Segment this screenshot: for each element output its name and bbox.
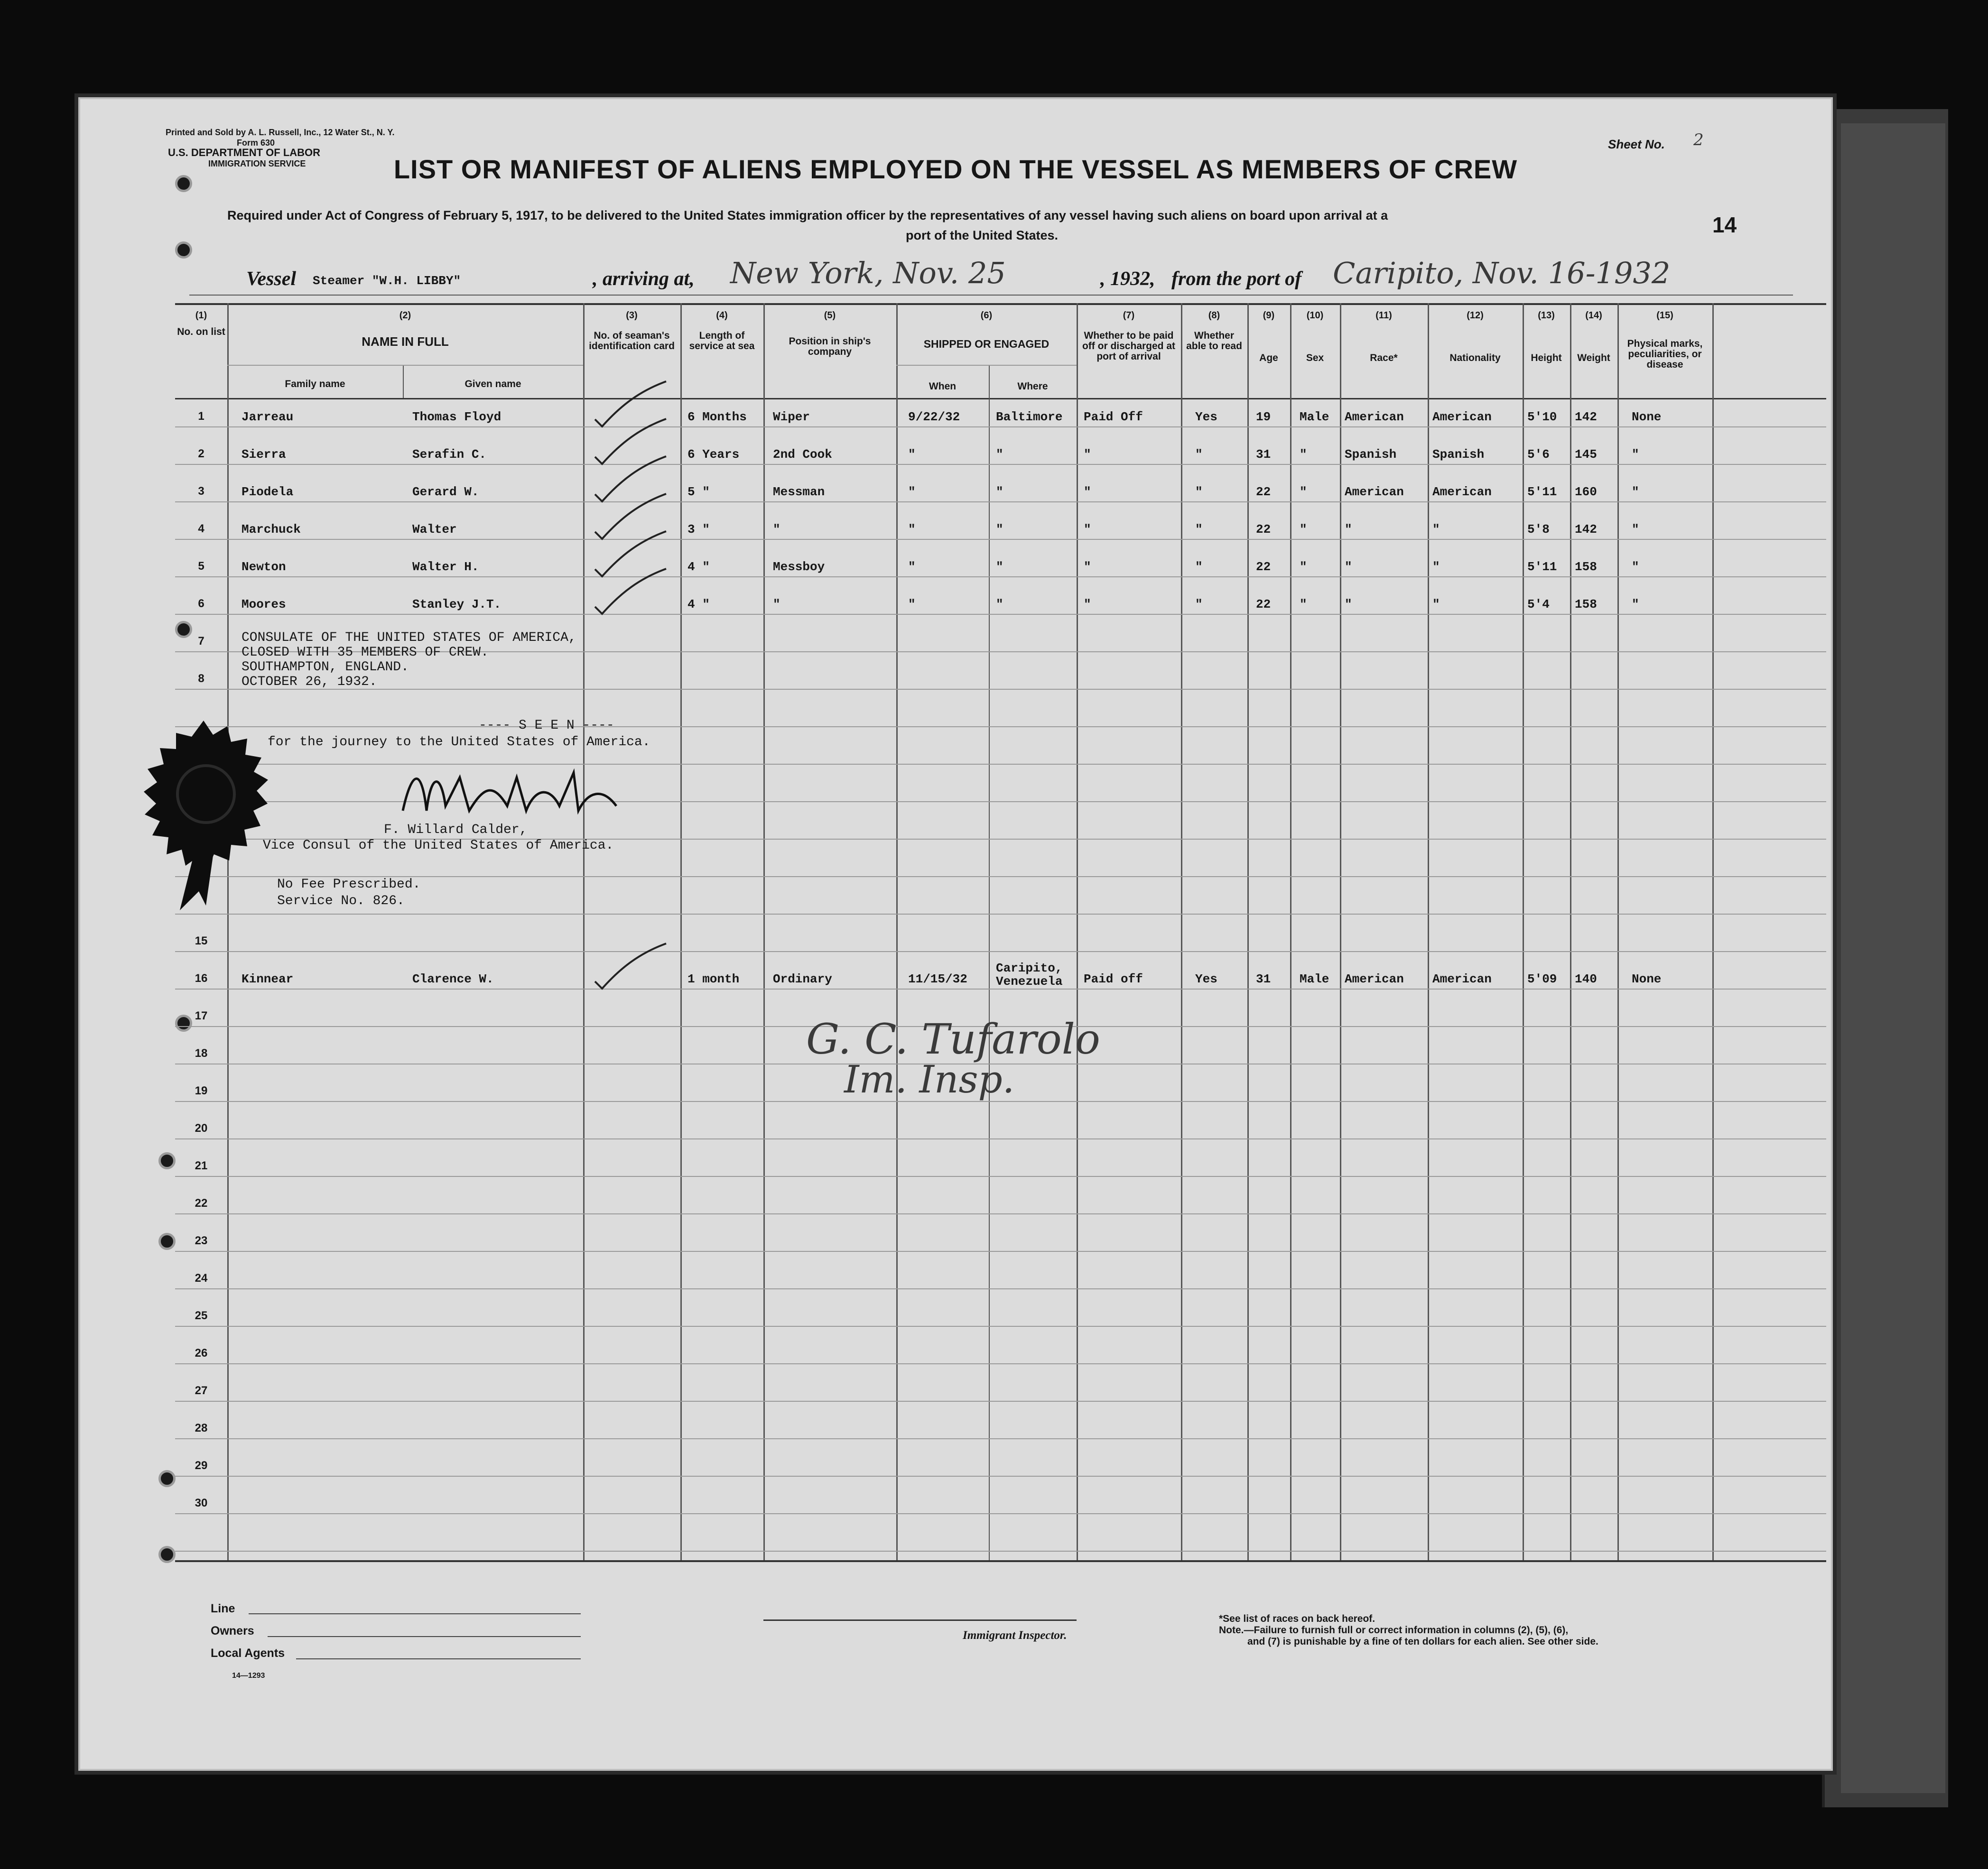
row-number: 7 [198, 635, 204, 648]
row-rule [175, 989, 1826, 990]
inspector-label: Immigrant Inspector. [963, 1629, 1067, 1642]
cell-when: " [908, 522, 916, 537]
column-divider [1181, 303, 1182, 1560]
cell-paid: Paid Off [1084, 410, 1143, 424]
row-number: 28 [195, 1422, 208, 1434]
row-rule [175, 1513, 1826, 1514]
cell-age: 19 [1256, 410, 1271, 424]
wax-seal-icon [123, 716, 284, 915]
cell-read: " [1195, 560, 1203, 574]
col-header-nationality: Nationality [1449, 352, 1501, 363]
row-number: 5 [198, 560, 204, 573]
cell-race: " [1345, 522, 1352, 537]
printer-credit: Printed and Sold by A. L. Russell, Inc., 12 Water St., N. Y. [166, 128, 395, 137]
cell-where: " [996, 485, 1003, 499]
consul-title: Vice Consul of the United States of America. [263, 838, 614, 853]
row-number: 3 [198, 485, 204, 498]
punch-hole [158, 1233, 176, 1250]
cell-age: 22 [1256, 522, 1271, 537]
row-number: 30 [195, 1497, 208, 1509]
arrival-year: , 1932, [1100, 268, 1155, 290]
cell-height: 5'11 [1527, 485, 1557, 499]
col-num-4: (4) [716, 310, 728, 321]
col-num-2: (2) [399, 310, 411, 321]
agents-field [296, 1658, 581, 1659]
cell-position: Wiper [773, 410, 810, 424]
inspector-title-handwritten: Im. Insp. [844, 1057, 1015, 1101]
cell-race: American [1345, 485, 1404, 499]
column-divider [680, 303, 682, 1560]
service: IMMIGRATION SERVICE [208, 159, 306, 168]
cell-where: Caripito, Venezuela [996, 961, 1063, 989]
col-num-7: (7) [1123, 310, 1135, 321]
col-header-marks: Physical marks, peculiarities, or disease [1627, 338, 1703, 370]
cell-weight: 142 [1575, 522, 1597, 537]
seen-stamp: ---- S E E N ---- [479, 718, 614, 733]
cell-marks: " [1632, 522, 1639, 537]
cell-family: Newton [242, 560, 286, 574]
row-number: 26 [195, 1347, 208, 1360]
cell-height: 5'8 [1527, 522, 1550, 537]
row-number: 20 [195, 1122, 208, 1135]
page-title: LIST OR MANIFEST OF ALIENS EMPLOYED ON THE VESSEL AS MEMBERS OF CREW [393, 154, 1518, 184]
cell-paid: " [1084, 485, 1091, 499]
line-field [249, 1613, 581, 1614]
col-header-height: Height [1531, 352, 1562, 363]
cell-where: " [996, 522, 1003, 537]
row-number: 1 [198, 410, 204, 423]
consul-signature [393, 759, 640, 830]
consulate-line1: CONSULATE OF THE UNITED STATES OF AMERICA, [242, 630, 576, 645]
cell-nationality: " [1432, 522, 1440, 537]
row-rule [175, 1251, 1826, 1252]
cell-given: Clarence W. [412, 972, 494, 986]
fee-note: No Fee Prescribed. [277, 877, 421, 892]
cell-sex: " [1300, 485, 1307, 499]
column-divider [1290, 303, 1291, 1560]
cell-weight: 158 [1575, 560, 1597, 574]
owners-field [268, 1636, 581, 1637]
subtitle-line2: port of the United States. [906, 228, 1059, 242]
cell-given: Walter [412, 522, 457, 537]
cell-marks: None [1632, 972, 1662, 986]
cell-when: " [908, 597, 916, 611]
punch-hole [158, 1546, 176, 1563]
col-header-weight: Weight [1577, 352, 1610, 363]
cell-sex: " [1300, 522, 1307, 537]
cell-sex: " [1300, 560, 1307, 574]
row-number: 17 [195, 1009, 208, 1022]
cell-given: Thomas Floyd [412, 410, 502, 424]
cell-nationality: " [1432, 560, 1440, 574]
cell-paid: " [1084, 560, 1091, 574]
col-header-when: When [929, 381, 957, 392]
cell-family: Sierra [242, 447, 286, 462]
col-header-given: Given name [464, 379, 521, 389]
column-divider [1523, 303, 1524, 1560]
cell-race: Spanish [1345, 447, 1397, 462]
row-rule [175, 1401, 1826, 1402]
cell-family: Moores [242, 597, 286, 611]
cell-paid: Paid off [1084, 972, 1143, 986]
cell-age: 22 [1256, 485, 1271, 499]
row-rule [175, 914, 1826, 915]
cell-when: 11/15/32 [908, 972, 967, 986]
cell-marks: None [1632, 410, 1662, 424]
row-rule [175, 1288, 1826, 1289]
cell-height: 5'11 [1527, 560, 1557, 574]
manifest-sheet [78, 97, 1833, 1771]
checkmark-icon [583, 564, 673, 616]
col-num-1: (1) [195, 310, 207, 321]
col-num-6: (6) [980, 310, 993, 321]
cell-race: American [1345, 972, 1404, 986]
cell-sex: " [1300, 447, 1307, 462]
cell-service: 4 " [687, 597, 710, 611]
cell-service: 4 " [687, 560, 710, 574]
cell-sex: " [1300, 597, 1307, 611]
row-rule [175, 426, 1826, 427]
col-num-5: (5) [824, 310, 836, 321]
inspector-signature: G. C. Tufarolo [806, 1015, 1100, 1064]
row-rule [175, 501, 1826, 502]
row-number: 21 [195, 1159, 208, 1172]
column-divider [896, 303, 898, 1560]
cell-when: " [908, 560, 916, 574]
table-bottom-border [175, 1560, 1826, 1562]
row-rule [175, 1138, 1826, 1139]
cell-when: 9/22/32 [908, 410, 960, 424]
cell-service: 6 Months [687, 410, 747, 424]
row-rule [175, 1438, 1826, 1439]
col-header-age: Age [1259, 352, 1278, 363]
col-header-paid: Whether to be paid off or discharged at port of arrival [1082, 330, 1176, 362]
row-number: 4 [198, 522, 204, 535]
name-subheader-line [227, 365, 583, 366]
col-num-9: (9) [1263, 310, 1275, 321]
from-port-label: from the port of [1171, 268, 1302, 290]
cell-weight: 145 [1575, 447, 1597, 462]
consul-name: F. Willard Calder, [384, 823, 528, 837]
column-divider [763, 303, 765, 1560]
cell-age: 22 [1256, 597, 1271, 611]
cell-given: Stanley J.T. [412, 597, 502, 611]
column-divider [989, 365, 990, 1560]
cell-age: 22 [1256, 560, 1271, 574]
column-divider [1247, 303, 1249, 1560]
col-header-no: No. on list [177, 326, 225, 337]
penalty-note-2: and (7) is punishable by a fine of ten dollars for each alien. See other side. [1247, 1636, 1598, 1647]
consulate-line2: CLOSED WITH 35 MEMBERS OF CREW. [242, 645, 489, 660]
table-header-border [175, 398, 1826, 399]
cell-age: 31 [1256, 972, 1271, 986]
cell-height: 5'4 [1527, 597, 1550, 611]
binder-edge-inner [1841, 123, 1945, 1793]
punch-hole [175, 241, 192, 259]
col-header-shipped: SHIPPED OR ENGAGED [923, 338, 1050, 350]
cell-family: Jarreau [242, 410, 294, 424]
column-divider [1428, 303, 1429, 1560]
cell-read: Yes [1195, 410, 1217, 424]
column-divider [1617, 303, 1619, 1560]
service-number: Service No. 826. [277, 894, 405, 908]
agents-label: Local Agents [211, 1647, 285, 1660]
cell-marks: " [1632, 447, 1639, 462]
arriving-label: , arriving at, [593, 268, 695, 290]
col-num-10: (10) [1306, 310, 1324, 321]
col-header-position: Position in ship's company [789, 336, 871, 357]
sheet-label: Sheet No. [1608, 137, 1665, 151]
cell-service: 5 " [687, 485, 710, 499]
sheet-number: 2 [1693, 130, 1704, 149]
cell-read: Yes [1195, 972, 1217, 986]
cell-nationality: " [1432, 597, 1440, 611]
col-header-name: NAME IN FULL [362, 334, 449, 349]
cell-when: " [908, 447, 916, 462]
row-rule [175, 1213, 1826, 1214]
consulate-line4: OCTOBER 26, 1932. [242, 675, 377, 689]
cell-family: Piodela [242, 485, 294, 499]
arriving-port: New York, Nov. 25 [730, 256, 1006, 290]
row-number: 19 [195, 1084, 208, 1097]
cell-where: " [996, 447, 1003, 462]
row-number: 29 [195, 1459, 208, 1472]
department: U.S. DEPARTMENT OF LABOR [168, 147, 321, 158]
form-number: Form 630 [237, 138, 275, 148]
row-rule [175, 1176, 1826, 1177]
col-num-3: (3) [626, 310, 638, 321]
row-number: 22 [195, 1197, 208, 1210]
row-rule [175, 1326, 1826, 1327]
col-header-read: Whether able to read [1186, 330, 1242, 352]
column-divider [227, 303, 229, 1560]
line-label: Line [211, 1602, 235, 1615]
row-rule [175, 576, 1826, 577]
row-number: 23 [195, 1234, 208, 1247]
column-divider [1712, 303, 1714, 1560]
col-num-15: (15) [1656, 310, 1673, 321]
cell-weight: 142 [1575, 410, 1597, 424]
row-rule [175, 614, 1826, 615]
punch-hole [158, 1152, 176, 1169]
row-number: 8 [198, 672, 204, 685]
cell-position: Messboy [773, 560, 825, 574]
cell-read: " [1195, 485, 1203, 499]
cell-nationality: American [1432, 410, 1492, 424]
vessel-label: Vessel [246, 268, 296, 290]
col-header-race: Race* [1370, 352, 1398, 363]
page-number: 14 [1712, 213, 1737, 237]
owners-label: Owners [211, 1624, 254, 1638]
cell-given: Walter H. [412, 560, 479, 574]
column-divider [1077, 303, 1078, 1560]
row-rule [175, 1363, 1826, 1364]
cell-family: Marchuck [242, 522, 301, 537]
row-rule [175, 876, 1826, 877]
col-num-11: (11) [1375, 310, 1392, 321]
cell-nationality: American [1432, 972, 1492, 986]
row-number: 27 [195, 1384, 208, 1397]
race-note: *See list of races on back hereof. [1219, 1613, 1375, 1624]
cell-height: 5'10 [1527, 410, 1557, 424]
cell-paid: " [1084, 447, 1091, 462]
cell-position: Messman [773, 485, 825, 499]
cell-position: " [773, 597, 780, 611]
vessel-underline [189, 295, 1793, 296]
cell-service: 6 Years [687, 447, 740, 462]
punch-hole [158, 1470, 176, 1487]
vessel-name: Steamer "W.H. LIBBY" [313, 274, 461, 288]
cell-weight: 160 [1575, 485, 1597, 499]
row-number: 18 [195, 1047, 208, 1060]
cell-weight: 140 [1575, 972, 1597, 986]
cell-marks: " [1632, 597, 1639, 611]
cell-read: " [1195, 522, 1203, 537]
col-num-12: (12) [1467, 310, 1484, 321]
cell-given: Serafin C. [412, 447, 487, 462]
cell-weight: 158 [1575, 597, 1597, 611]
cell-service: 1 month [687, 972, 740, 986]
row-rule [175, 539, 1826, 540]
col-num-14: (14) [1585, 310, 1602, 321]
cell-position: 2nd Cook [773, 447, 832, 462]
row-number: 6 [198, 597, 204, 610]
cell-where: " [996, 560, 1003, 574]
cell-race: " [1345, 597, 1352, 611]
consulate-block [242, 630, 576, 689]
cell-service: 3 " [687, 522, 710, 537]
row-number: 25 [195, 1309, 208, 1322]
column-divider [1570, 303, 1571, 1560]
cell-height: 5'09 [1527, 972, 1557, 986]
row-rule [175, 1551, 1826, 1552]
cell-position: Ordinary [773, 972, 832, 986]
row-number: 16 [195, 972, 208, 985]
table-top-border [175, 303, 1826, 305]
cell-sex: Male [1300, 972, 1329, 986]
shipped-subheader-line [896, 365, 1077, 366]
cell-nationality: American [1432, 485, 1492, 499]
cell-given: Gerard W. [412, 485, 479, 499]
cell-where: " [996, 597, 1003, 611]
consulate-line3: SOUTHAMPTON, ENGLAND. [242, 660, 409, 675]
row-number: 2 [198, 447, 204, 460]
cell-paid: " [1084, 597, 1091, 611]
col-header-service: Length of service at sea [689, 330, 755, 352]
cell-height: 5'6 [1527, 447, 1550, 462]
cell-marks: " [1632, 560, 1639, 574]
col-num-13: (13) [1538, 310, 1555, 321]
cell-sex: Male [1300, 410, 1329, 424]
cell-age: 31 [1256, 447, 1271, 462]
row-number: 15 [195, 934, 208, 947]
cell-where: Baltimore [996, 410, 1063, 424]
row-rule [175, 951, 1826, 952]
cell-race: American [1345, 410, 1404, 424]
cell-read: " [1195, 597, 1203, 611]
cell-family: Kinnear [242, 972, 294, 986]
col-header-card: No. of seaman's identification card [589, 330, 675, 352]
column-divider [1340, 303, 1341, 1560]
col-num-8: (8) [1208, 310, 1220, 321]
journey-text: for the journey to the United States of America. [268, 735, 650, 749]
departure-port: Caripito, Nov. 16-1932 [1333, 256, 1671, 290]
cell-read: " [1195, 447, 1203, 462]
form-code: 14—1293 [232, 1672, 265, 1680]
cell-nationality: Spanish [1432, 447, 1485, 462]
inspector-field [763, 1619, 1077, 1621]
col-header-family: Family name [285, 379, 345, 389]
cell-marks: " [1632, 485, 1639, 499]
subtitle-line1: Required under Act of Congress of February 5, 1917, to be delivered to the United States immigration officer by the representatives of any vessel having such aliens on board upon arrival at a [227, 208, 1388, 222]
row-rule [175, 726, 1826, 727]
row-rule [175, 464, 1826, 465]
penalty-note-1: Note.—Failure to furnish full or correct information in columns (2), (5), (6), [1219, 1625, 1569, 1636]
checkmark-icon [583, 939, 673, 991]
cell-race: " [1345, 560, 1352, 574]
row-number: 24 [195, 1272, 208, 1285]
col-header-sex: Sex [1306, 352, 1324, 363]
row-rule [175, 1476, 1826, 1477]
cell-when: " [908, 485, 916, 499]
cell-position: " [773, 522, 780, 537]
cell-paid: " [1084, 522, 1091, 537]
col-header-where: Where [1017, 381, 1048, 392]
